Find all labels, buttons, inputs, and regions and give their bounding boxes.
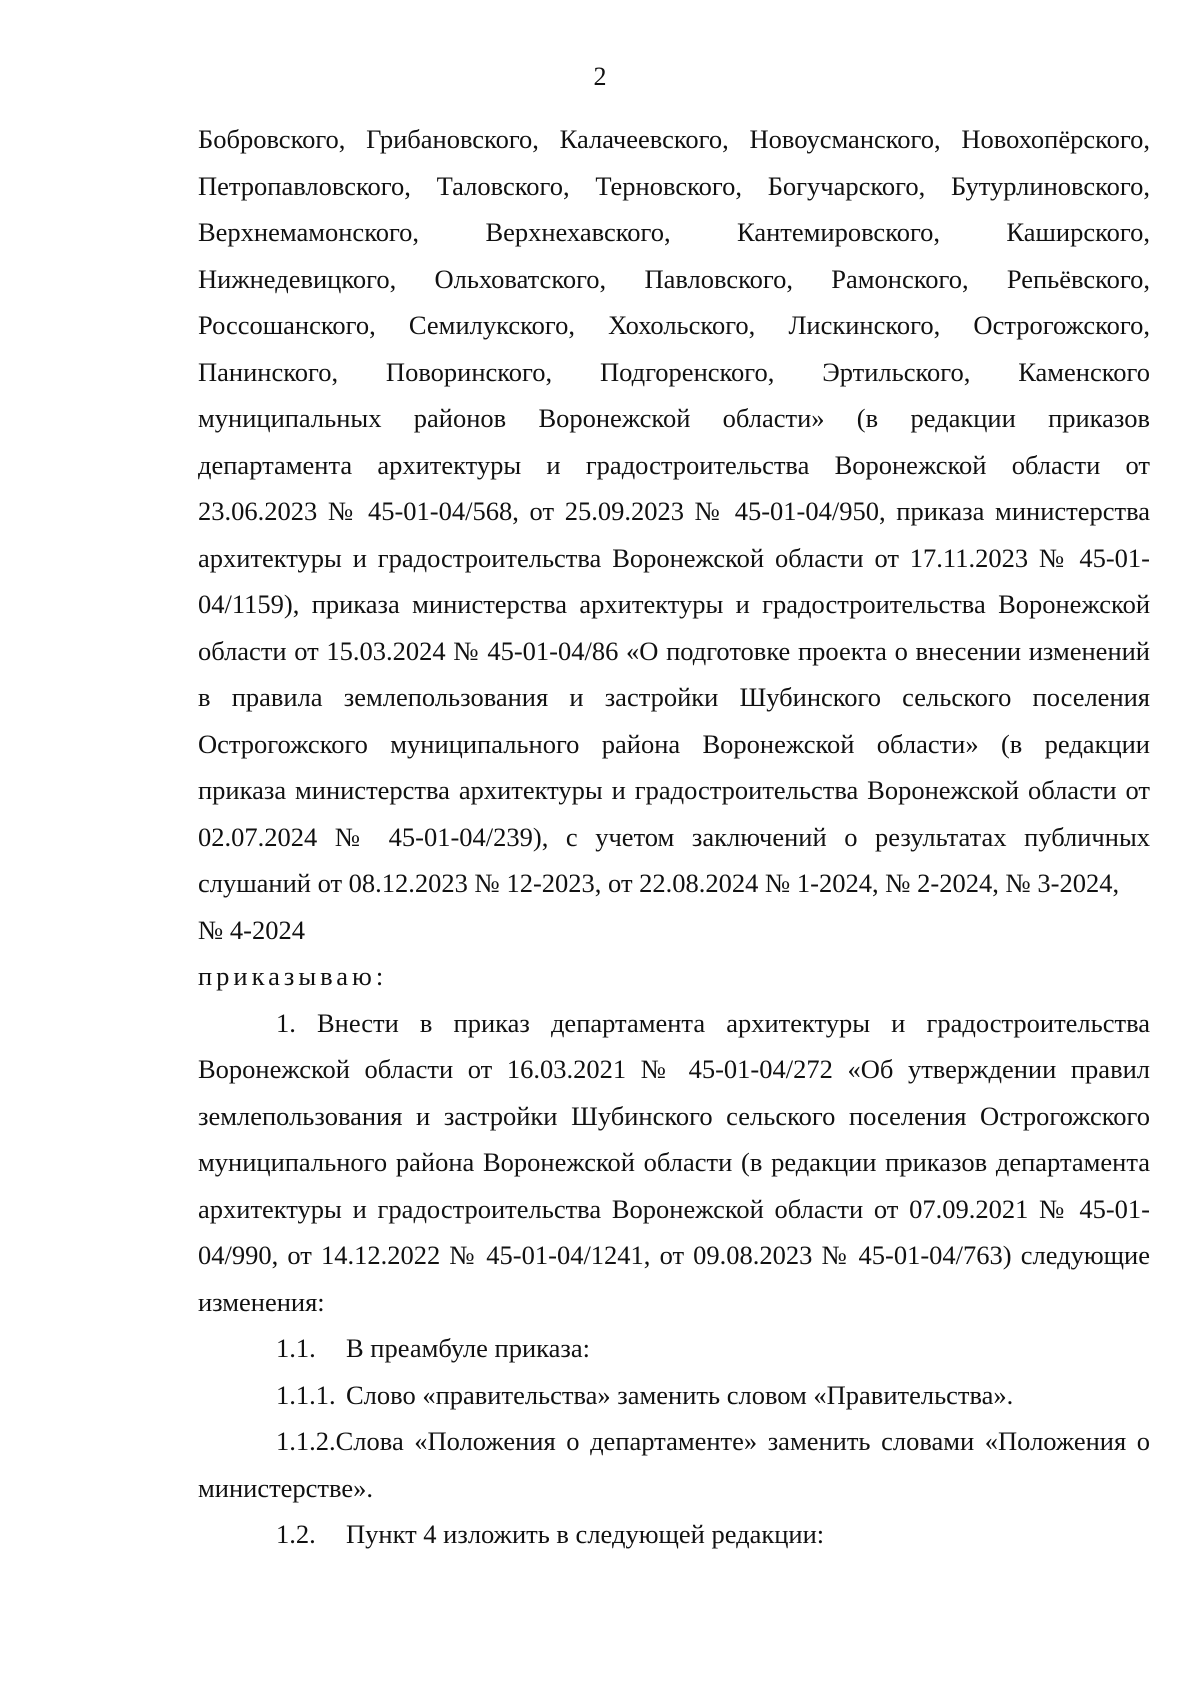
item-1-1-2-number: 1.1.2. [276, 1426, 336, 1456]
page-number: 2 [593, 62, 607, 91]
order-word: приказываю: [198, 961, 388, 991]
item-1-1-1-number: 1.1.1. [276, 1379, 336, 1410]
item-1-2-number: 1.2. [276, 1519, 316, 1549]
item-1-1-paragraph [198, 1325, 1150, 1372]
item-1-1-1-text: Слово «правительства» заменить словом «Правительства». [346, 1379, 1014, 1410]
item-1-2-text: Пункт 4 изложить в следующей редакции: [346, 1519, 825, 1549]
item-1-1-1-paragraph [198, 1372, 1150, 1419]
preamble-paragraph: Бобровского, Грибановского, Калачеевского, Новоусманского, Новохопёрского, Петропавловского, Таловского, Терновского, Богучарского, Бутурлиновского, Верхнемамонского, Верхнехавского, Кантемировского, Каширского, Нижнедевицкого, Ольховатского, Павловского, Рамонского, Репьёвского, Россошанского, Семилукского, Хохольского, Лискинского, Острогожского, Панинского, Поворинского, Подгоренского, Эртильского, Каменского муниципальных районов Воронежской области» (в редакции приказов департамента архитектуры и градостроительства Воронежской области от 23.06.2023 № 45-01-04/568, от 25.09.2023 № 45-01-04/950, приказа министерства архитектуры и градостроительства Воронежской области от 17.11.2023 № 45-01-04/1159), приказа министерства архитектуры и градостроительства Воронежской области от 15.03.2024 № 45-01-04/86 «О подготовке проекта о внесении изменений в правила землепользования и застройки Шубинского сельского поселения Острогожского муниципального района Воронежской области» (в редакции приказа министерства архитектуры и градостроительства Воронежской области от 02.07.2024 № 45-01-04/239), с учетом заключений о результатах публичных слушаний от 08.12.2023 № 12-2023, от 22.08.2024 № 1-2024, № 2-2024, № 3-2024, [198, 124, 1150, 898]
item-1-1-text: В преамбуле приказа: [346, 1333, 590, 1363]
item-1-1-2-text: Слова «Положения о департаменте» заменить словами «Положения о министерстве». [198, 1426, 1150, 1503]
document-body [198, 116, 1150, 1558]
item-1-1-2-paragraph [198, 1418, 1150, 1511]
item-1-1-number: 1.1. [276, 1333, 316, 1363]
item-1-paragraph: 1. Внести в приказ департамента архитектуры и градостроительства Воронежской области от 16.03.2021 № 45-01-04/272 «Об утверждении правил землепользования и застройки Шубинского сельского поселения Острогожского муниципального района Воронежской области (в редакции приказов департамента архитектуры и градостроительства Воронежской области от 07.09.2021 № 45-01-04/990, от 14.12.2022 № 45-01-04/1241, от 09.08.2023 № 45-01-04/763) следующие изменения: [198, 1007, 1150, 1317]
preamble-last-line: № 4-2024 [198, 914, 305, 945]
item-1-2-paragraph [198, 1511, 1150, 1558]
